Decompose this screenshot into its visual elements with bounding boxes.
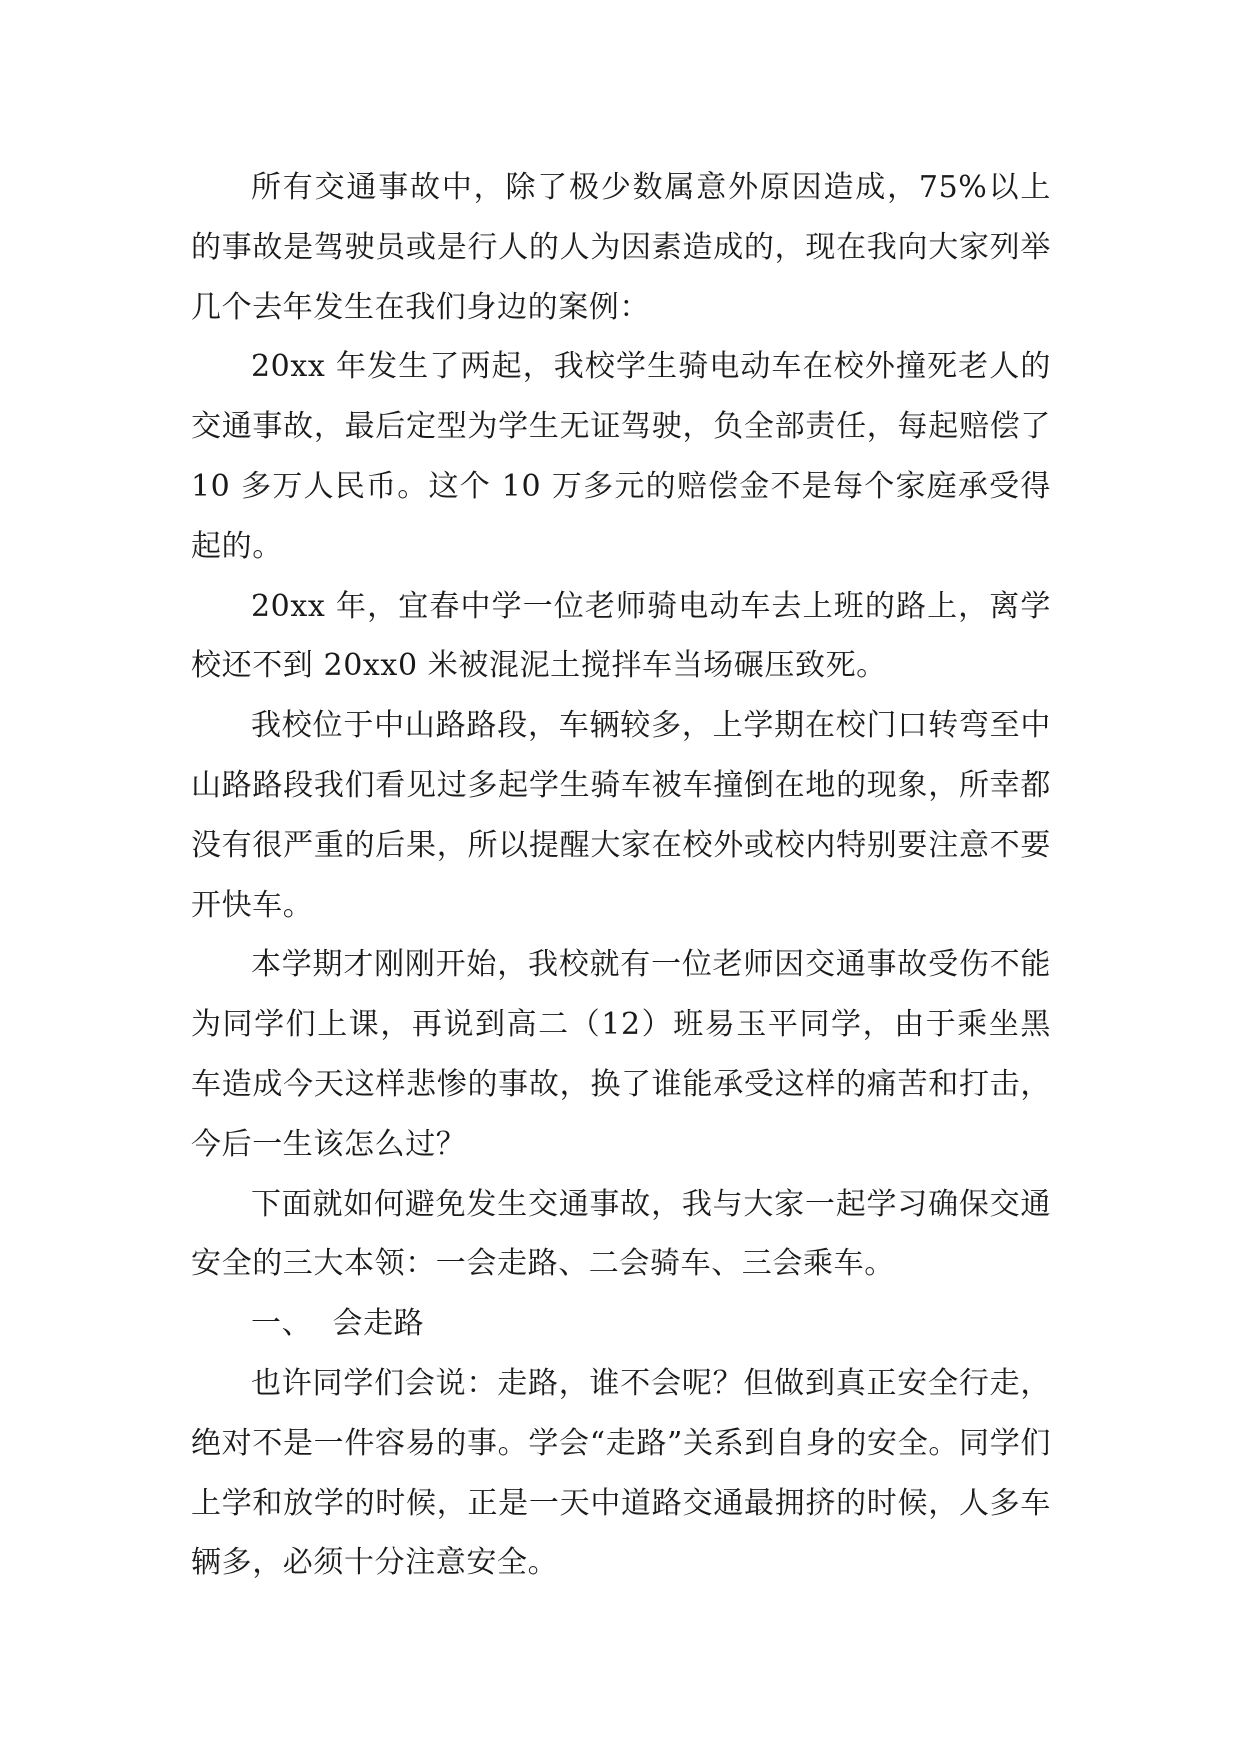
paragraph-case-1: 20xx 年发生了两起，我校学生骑电动车在校外撞死老人的交通事故，最后定型为学生无证驾驶，负全部责任，每起赔偿了 10 多万人民币。这个 10 万多元的赔偿金不是每个家庭承受得起的。 <box>191 349 1062 564</box>
paragraph-case-4: 本学期才刚刚开始，我校就有一位老师因交通事故受伤不能为同学们上课，再说到高二（12）班易玉平同学，由于乘坐黑车造成今天这样悲惨的事故，换了谁能承受这样的痛苦和打击，今后一生该怎么过？ <box>191 947 1051 1162</box>
section-heading-walking: 一、 会走路 <box>251 1306 425 1342</box>
paragraph-intro: 所有交通事故中，除了极少数属意外原因造成，75%以上的事故是驾驶员或是行人的人为因素造成的，现在我向大家列举几个去年发生在我们身边的案例： <box>191 170 1051 325</box>
paragraph-walking: 也许同学们会说：走路，谁不会呢？但做到真正安全行走，绝对不是一件容易的事。学会“走路”关系到自身的安全。同学们上学和放学的时候，正是一天中道路交通最拥挤的时候，人多车辆多，必须十分注意安全。 <box>191 1365 1051 1581</box>
paragraph-skills-intro: 下面就如何避免发生交通事故，我与大家一起学习确保交通安全的三大本领：一会走路、二会骑车、三会乘车。 <box>191 1186 1051 1282</box>
paragraph-case-2: 20xx 年，宜春中学一位老师骑电动车去上班的路上，离学校还不到 20xx0 米被混泥土搅拌车当场碾压致死。 <box>191 588 1051 684</box>
document-body <box>191 158 1062 1593</box>
paragraph-case-3: 我校位于中山路路段，车辆较多，上学期在校门口转弯至中山路路段我们看见过多起学生骑车被车撞倒在地的现象，所幸都没有很严重的后果，所以提醒大家在校外或校内特别要注意不要开快车。 <box>191 708 1051 923</box>
